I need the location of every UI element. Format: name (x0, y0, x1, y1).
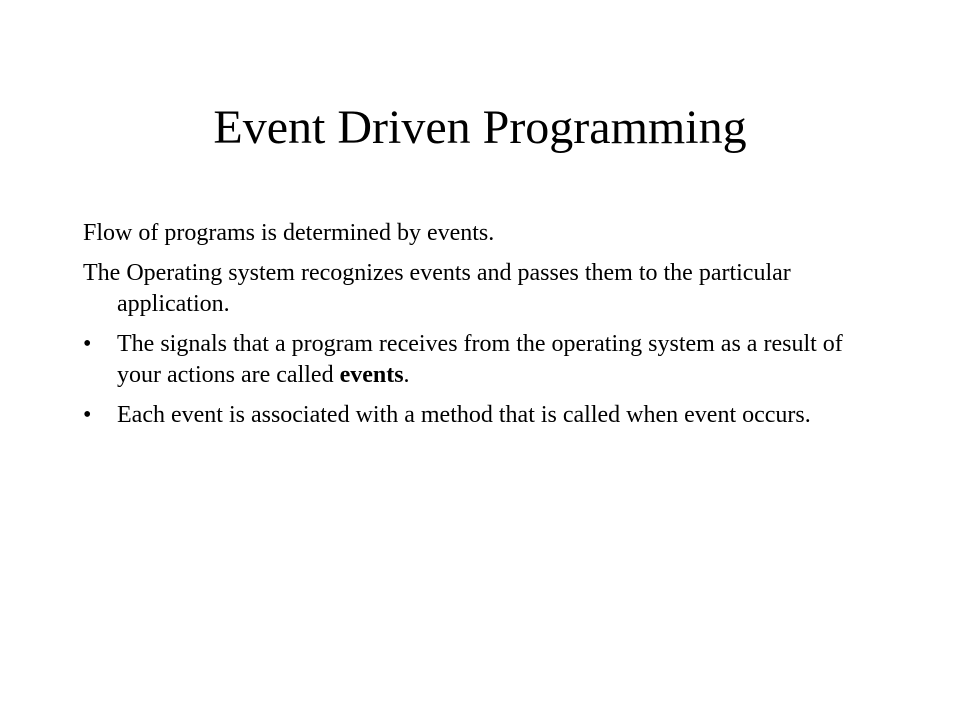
slide-body (83, 218, 883, 440)
bullet-signals-text-before: The signals that a program receives from the operating system as a result of your actions are called (117, 331, 843, 388)
bullet-dot-icon: • (83, 402, 92, 428)
paragraph-operating-system: The Operating system recognizes events and passes them to the particular application. (83, 260, 791, 317)
bullet-dot-icon: • (83, 331, 92, 357)
bullet-method-text: Each event is associated with a method that is called when event occurs. (117, 402, 811, 428)
bullet-item-method (83, 400, 883, 431)
bullet-item-signals (83, 329, 883, 391)
bullet-signals-emphasis: events (339, 362, 404, 388)
paragraph-flow: Flow of programs is determined by events. (83, 220, 495, 246)
slide-title: Event Driven Programming (213, 101, 747, 154)
bullet-signals-text-after: . (403, 362, 410, 388)
